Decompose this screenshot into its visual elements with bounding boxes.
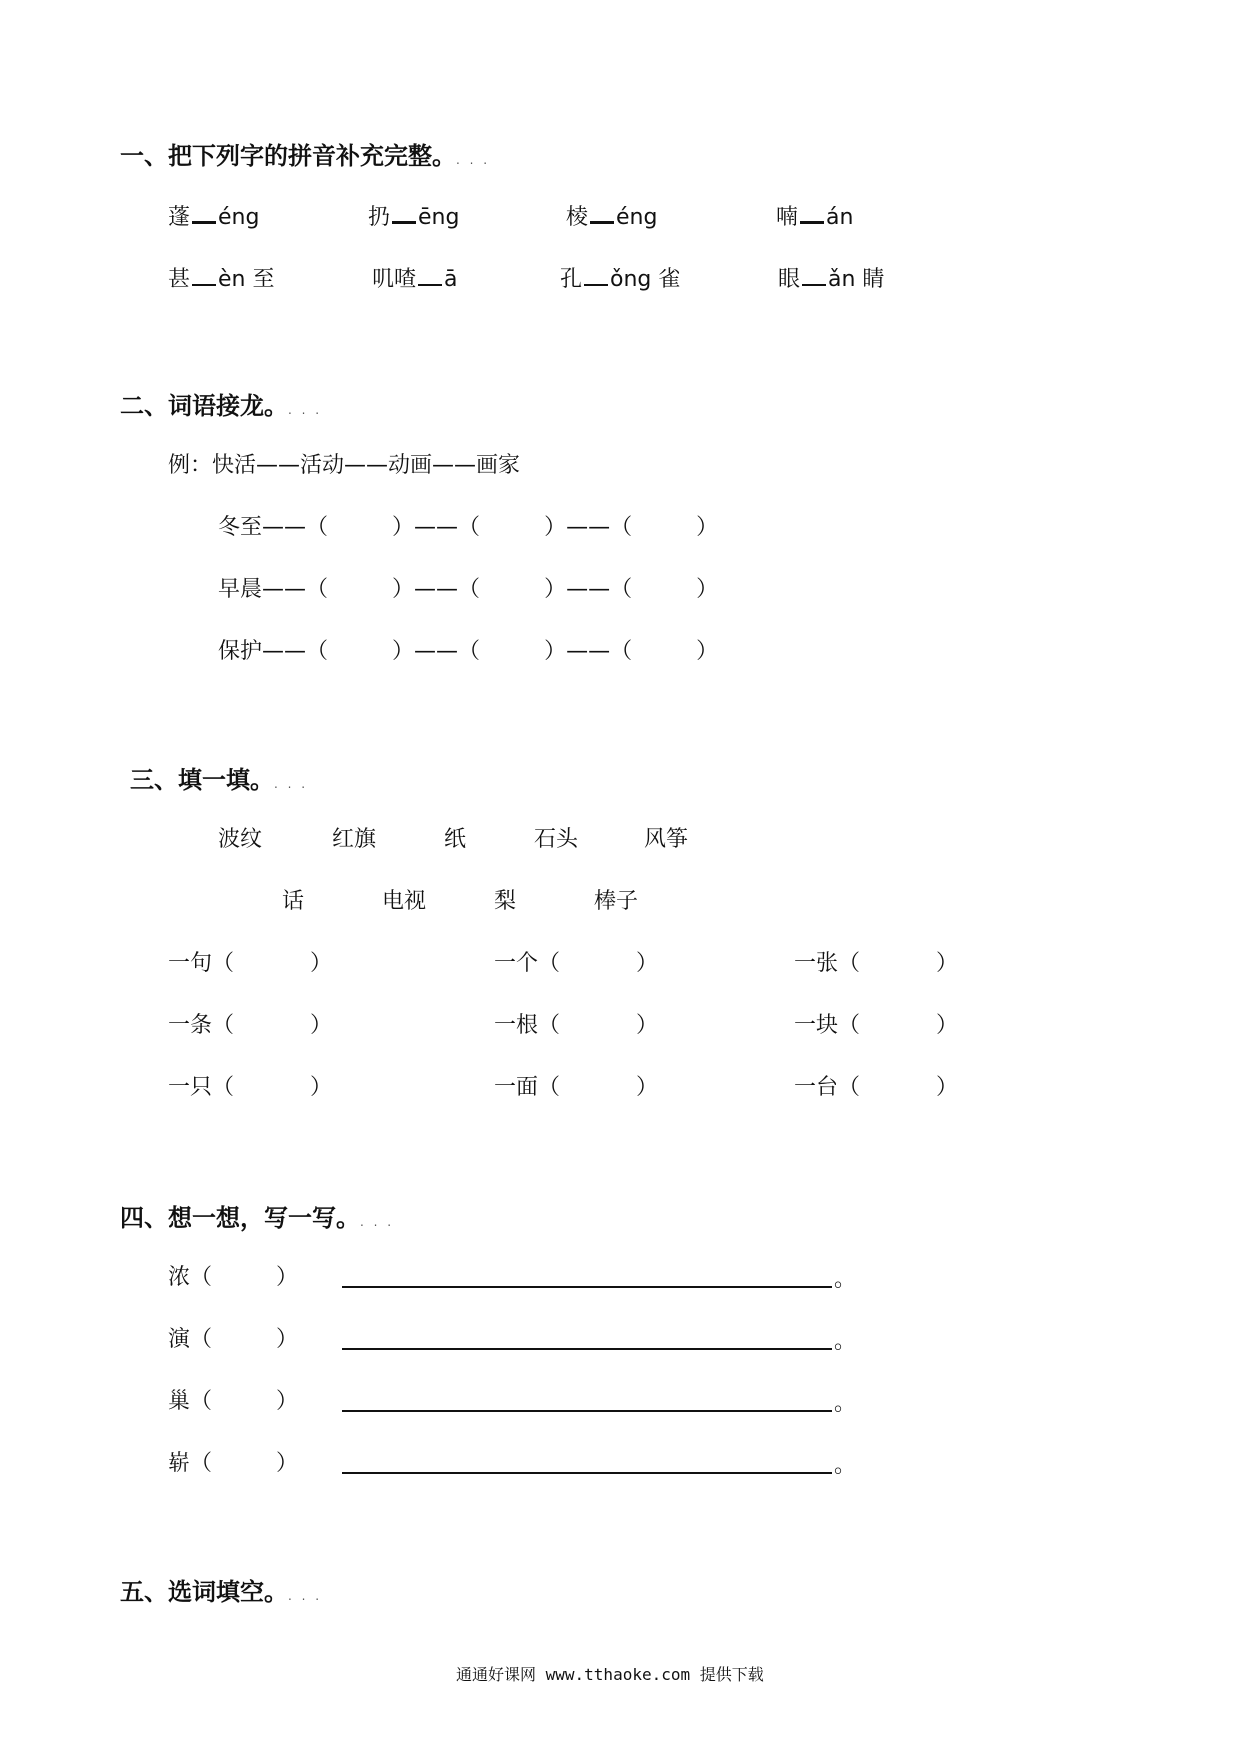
example-text: 例：快活——活动——动画——画家: [168, 453, 521, 478]
pinyin-blank[interactable]: [584, 266, 608, 286]
measure-item: 一张（ ）: [794, 951, 959, 976]
word-bank-item: 石头: [534, 827, 579, 852]
pinyin-blank[interactable]: [802, 266, 826, 286]
section2-heading: 二、词语接龙。. . .: [120, 392, 323, 420]
pinyin-item: 扔 ēng: [368, 205, 460, 230]
section4-heading: 四、想一想，写一写。. . .: [120, 1204, 395, 1232]
word-bank-item: 纸: [444, 827, 467, 852]
sentence-line[interactable]: [342, 1286, 832, 1288]
sentence-end: 。: [834, 1391, 857, 1416]
sentence-line[interactable]: [342, 1348, 832, 1350]
sentence-end: 。: [834, 1267, 857, 1292]
pinyin-item: 喃 án: [776, 205, 854, 230]
word-bank-item: 红旗: [332, 827, 377, 852]
measure-item: 一个（ ）: [494, 951, 659, 976]
measure-item: 一只（ ）: [168, 1075, 333, 1100]
measure-item: 一块（ ）: [794, 1013, 959, 1038]
sentence-end: 。: [834, 1453, 857, 1478]
section3-heading: 三、填一填。. . .: [130, 766, 309, 794]
section5-heading: 五、选词填空。. . .: [120, 1578, 323, 1606]
sentence-line[interactable]: [342, 1410, 832, 1412]
measure-item: 一句（ ）: [168, 951, 333, 976]
pinyin-blank[interactable]: [192, 266, 216, 286]
word-bank-item: 棒子: [594, 889, 639, 914]
chain-row: 早晨——（ ）——（ ）——（ ）: [218, 577, 719, 602]
pinyin-blank[interactable]: [418, 266, 442, 286]
chain-row: 保护——（ ）——（ ）——（ ）: [218, 639, 719, 664]
char-item: 巢（ ）: [168, 1389, 299, 1414]
char-item: 演（ ）: [168, 1327, 299, 1352]
measure-item: 一台（ ）: [794, 1075, 959, 1100]
pinyin-item: 叽喳 ā: [372, 267, 458, 292]
pinyin-blank[interactable]: [590, 203, 614, 224]
word-bank-item: 梨: [494, 889, 517, 914]
pinyin-item: 甚 èn 至: [168, 267, 275, 292]
measure-item: 一面（ ）: [494, 1075, 659, 1100]
sentence-end: 。: [834, 1329, 857, 1354]
pinyin-blank[interactable]: [192, 203, 216, 224]
pinyin-item: 眼 ǎn 睛: [778, 267, 885, 292]
pinyin-item: 孔 ǒng 雀: [560, 267, 681, 292]
pinyin-blank[interactable]: [392, 203, 416, 224]
word-bank-item: 话: [282, 889, 305, 914]
measure-item: 一根（ ）: [494, 1013, 659, 1038]
word-bank-item: 波纹: [218, 827, 263, 852]
word-bank-item: 风筝: [644, 827, 689, 852]
chain-row: 冬至——（ ）——（ ）——（ ）: [218, 515, 719, 540]
pinyin-item: 棱 éng: [566, 205, 658, 230]
sentence-line[interactable]: [342, 1472, 832, 1474]
word-bank-item: 电视: [382, 889, 427, 914]
measure-item: 一条（ ）: [168, 1013, 333, 1038]
section1-heading: 一、把下列字的拼音补充完整。. . .: [120, 142, 491, 170]
char-item: 崭（ ）: [168, 1451, 299, 1476]
footer-text: 通通好课网 www.tthaoke.com 提供下载: [456, 1665, 764, 1684]
pinyin-blank[interactable]: [800, 203, 824, 224]
pinyin-item: 蓬 éng: [168, 205, 260, 230]
char-item: 浓（ ）: [168, 1265, 299, 1290]
